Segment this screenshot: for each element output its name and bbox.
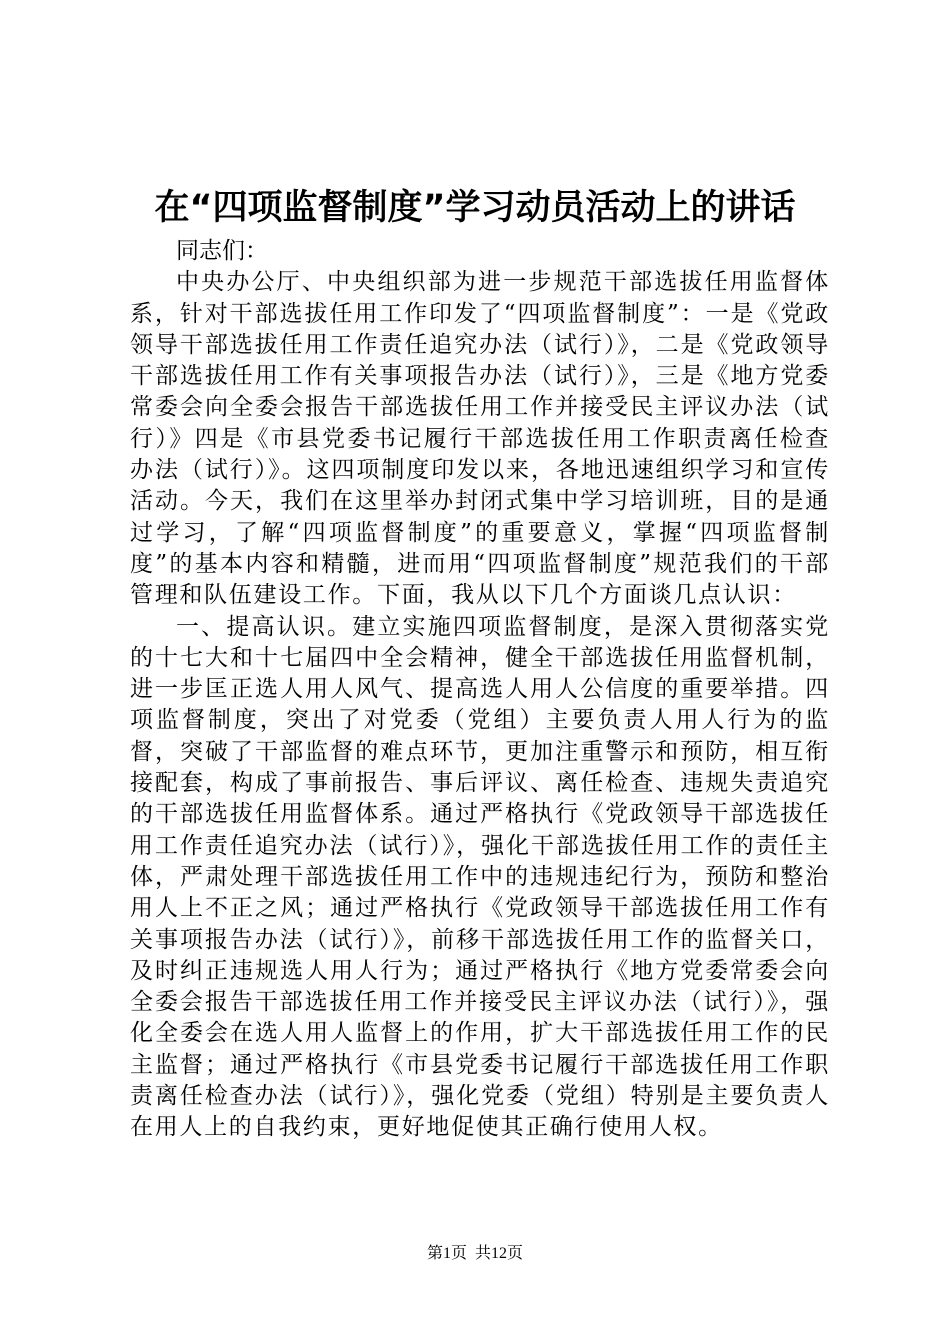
salutation: 同志们：	[176, 238, 268, 264]
document-body	[130, 236, 830, 1144]
paragraph-intro: 中央办公厅、中央组织部为进一步规范干部选拔任用监督体系，针对干部选拔任用工作印发了“四项监督制度”：一是《党政领导干部选拔任用工作责任追究办法（试行）》，二是《党政领导干部选拔任用工作有关事项报告办法（试行）》，三是《地方党委常委会向全委会报告干部选拔任用工作并接受民主评议办法（试行）》四是《市县党委书记履行干部选拔任用工作职责离任检查办法（试行）》。这四项制度印发以来，各地迅速组织学习和宣传活动。今天，我们在这里举办封闭式集中学习培训班，目的是通过学习，了解“四项监督制度”的重要意义，掌握“四项监督制度”的基本内容和精髓，进而用“四项监督制度”规范我们的干部管理和队伍建设工作。下面，我从以下几个方面谈几点认识：	[130, 269, 830, 609]
paragraph-section-one: 一、提高认识。建立实施四项监督制度，是深入贯彻落实党的十七大和十七届四中全会精神，健全干部选拔任用监督机制，进一步匡正选人用人风气、提高选人用人公信度的重要举措。四项监督制度，突出了对党委（党组）主要负责人用人行为的监督，突破了干部监督的难点环节，更加注重警示和预防，相互衔接配套，构成了事前报告、事后评议、离任检查、违规失责追究的干部选拔任用监督体系。通过严格执行《党政领导干部选拔任用工作责任追究办法（试行）》，强化干部选拔任用工作的责任主体，严肃处理干部选拔任用工作中的违规违纪行为，预防和整治用人上不正之风；通过严格执行《党政领导干部选拔任用工作有关事项报告办法（试行）》，前移干部选拔任用工作的监督关口，及时纠正违规选人用人行为；通过严格执行《地方党委常委会向全委会报告干部选拔任用工作并接受民主评议办法（试行）》，强化全委会在选人用人监督上的作用，扩大干部选拔任用工作的民主监督；通过严格执行《市县党委书记履行干部选拔任用工作职责离任检查办法（试行）》，强化党委（党组）特别是主要负责人在用人上的自我约束，更好地促使其正确行使用人权。	[130, 613, 830, 1141]
document-title: 在“四项监督制度”学习动员活动上的讲话	[154, 188, 796, 228]
page-footer: 第1页 共12页	[426, 1245, 523, 1262]
